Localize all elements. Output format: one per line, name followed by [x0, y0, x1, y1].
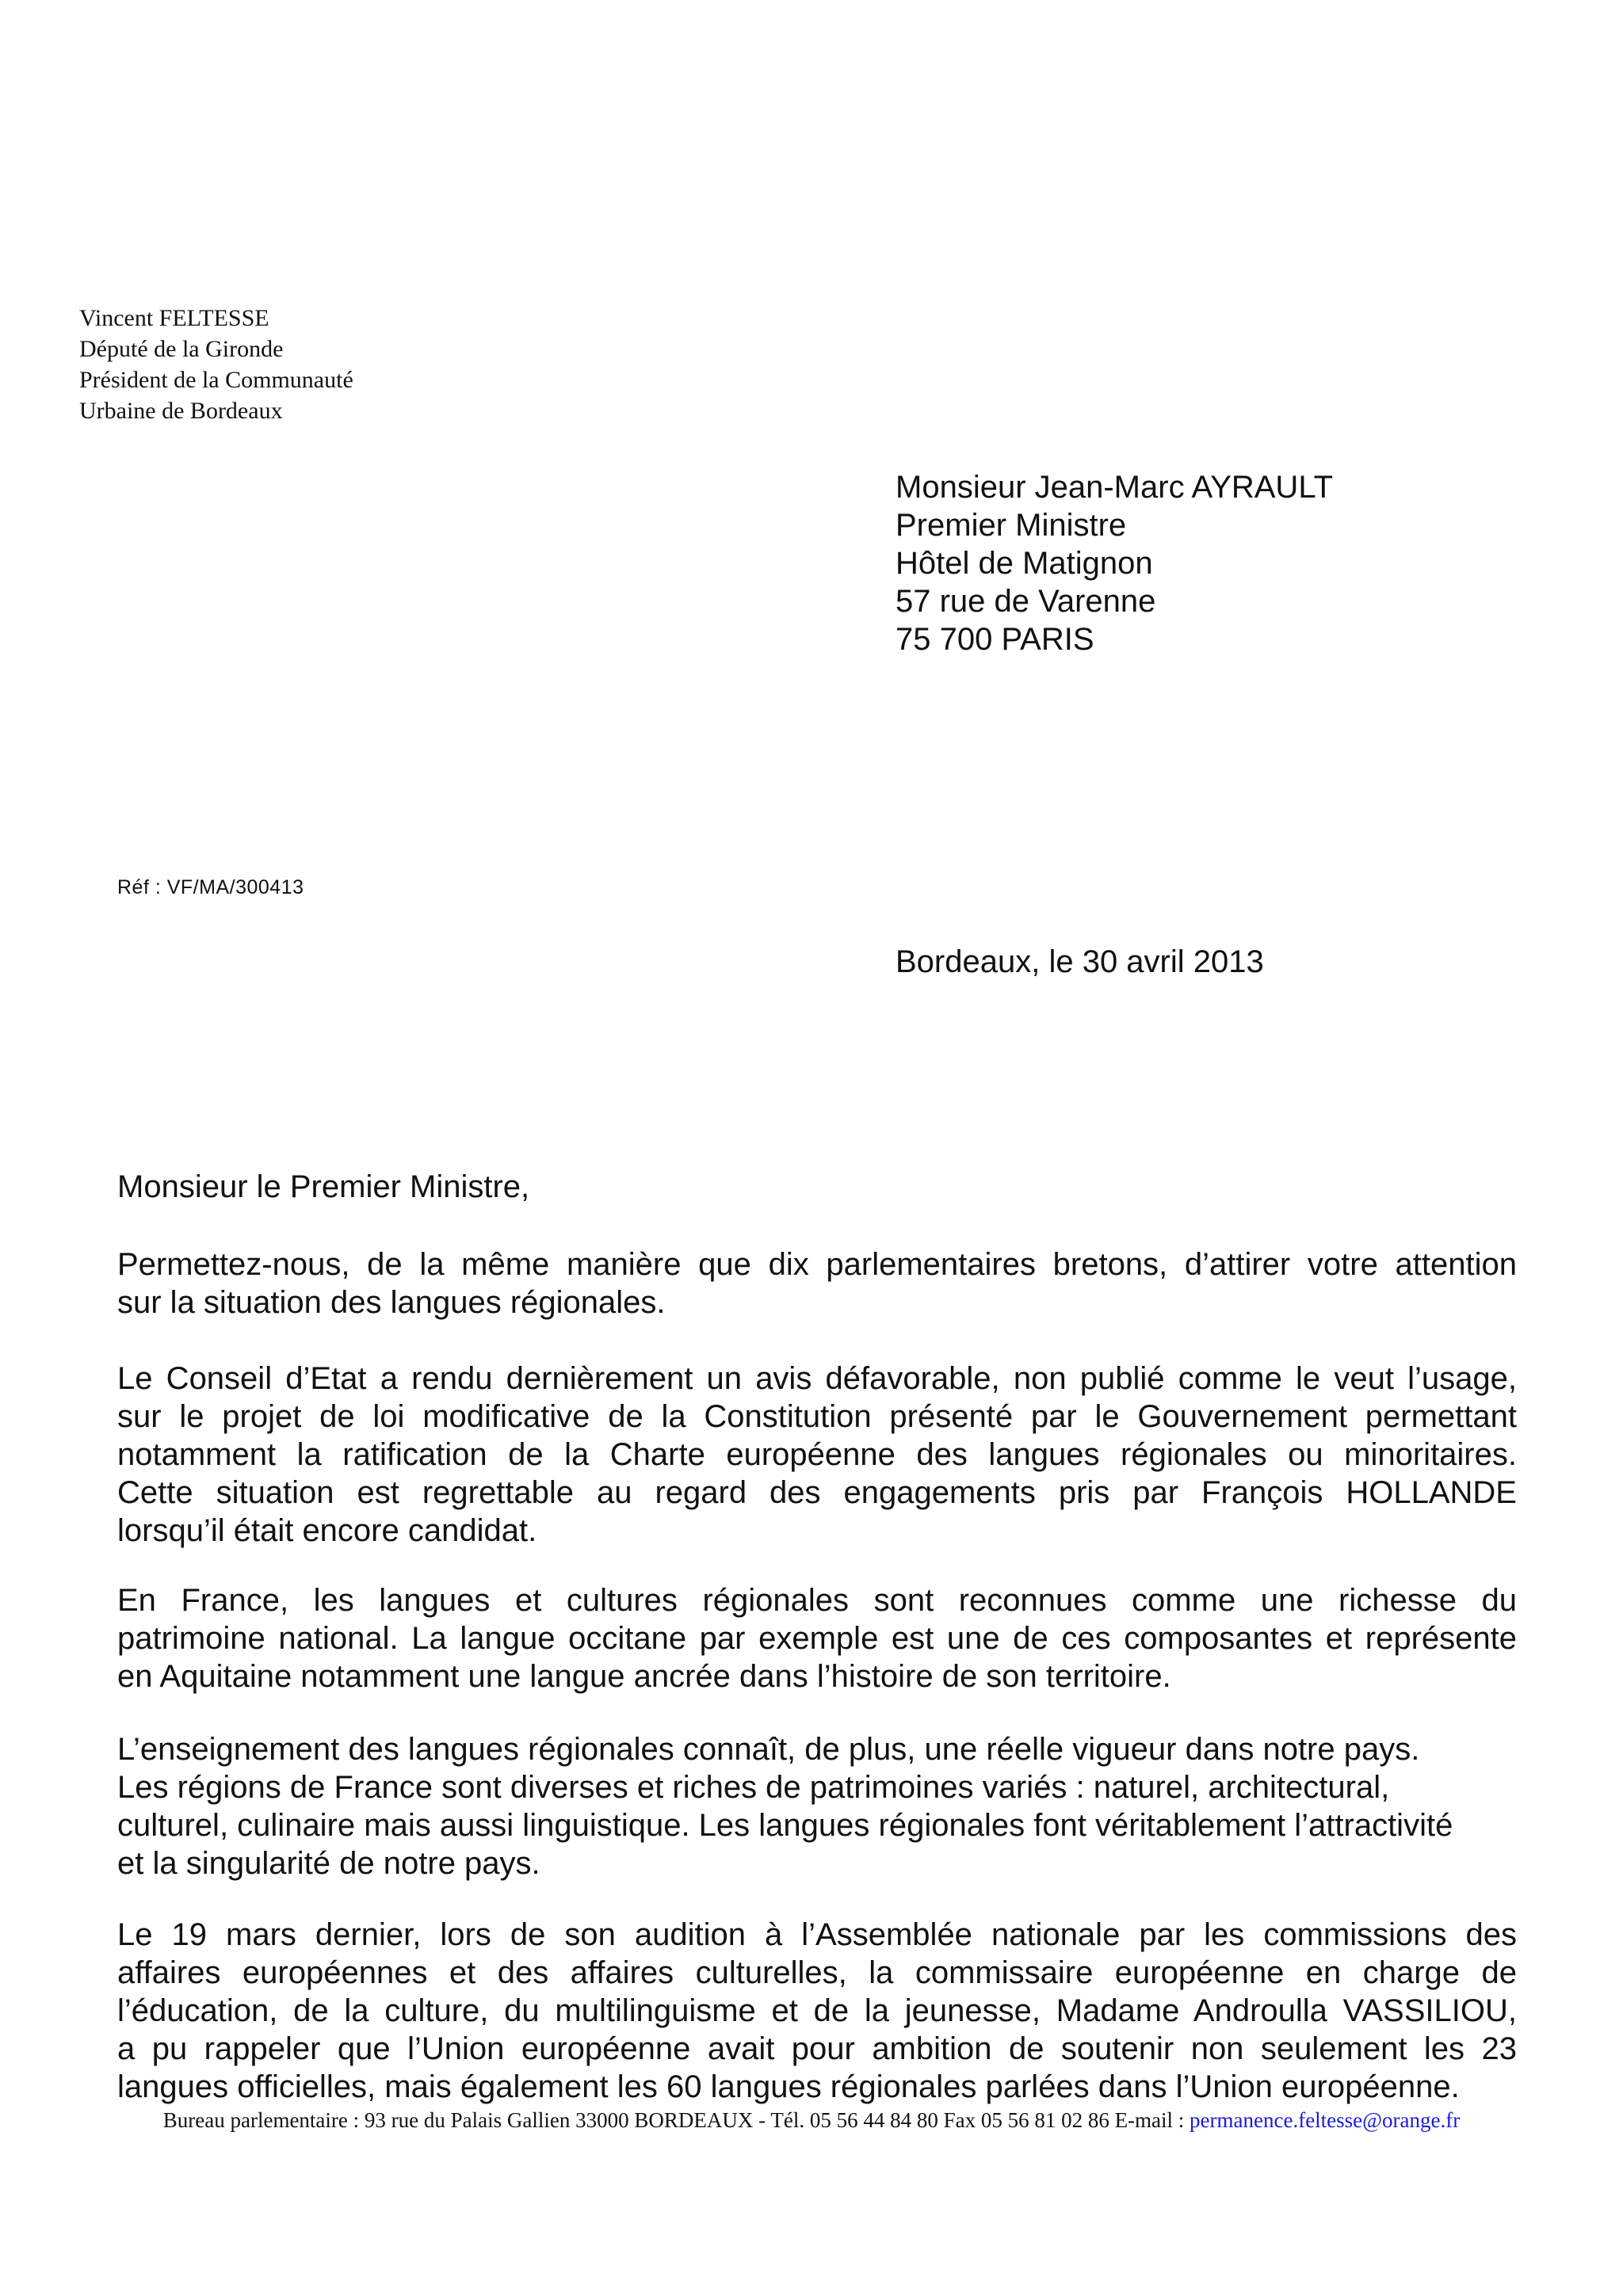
paragraph-line: En France, les langues et cultures régionales sont reconnues comme une richesse du: [117, 1583, 1517, 1618]
paragraph-line: Cette situation est regrettable au regard des engagements pris par François HOLLANDE: [117, 1475, 1517, 1510]
paragraph-line: et la singularité de notre pays.: [117, 1846, 540, 1881]
paragraph-line: langues officielles, mais également les 60 langues régionales parlées dans l’Union européenne.: [117, 2069, 1460, 2104]
paragraph-line: affaires européennes et des affaires culturelles, la commissaire européenne en charge de: [117, 1955, 1517, 1990]
letter-date: Bordeaux, le 30 avril 2013: [896, 944, 1264, 979]
recipient-address: [896, 468, 1333, 658]
recipient-title: Premier Ministre: [896, 508, 1127, 543]
paragraph-line: sur la situation des langues régionales.: [117, 1285, 666, 1320]
paragraph-line: L’enseignement des langues régionales connaît, de plus, une réelle vigueur dans notre pays.: [117, 1732, 1420, 1767]
reference-number: Réf : VF/MA/300413: [117, 876, 304, 898]
paragraph-line: Permettez-nous, de la même manière que dix parlementaires bretons, d’attirer votre attention: [117, 1247, 1517, 1282]
paragraph-line: lorsqu’il était encore candidat.: [117, 1513, 537, 1548]
footer-address: Bureau parlementaire : 93 rue du Palais Gallien 33000 BORDEAUX - Tél. 05 56 44 84 80 Fax 05 56 81 02 86 E-mail :: [162, 2108, 1190, 2132]
recipient-address-line: Hôtel de Matignon: [896, 546, 1153, 581]
paragraph-line: culturel, culinaire mais aussi linguistique. Les langues régionales font véritablement l’attractivité: [117, 1808, 1453, 1843]
recipient-address-line: 75 700 PARIS: [896, 622, 1094, 657]
footer-contact: [0, 2108, 1623, 2133]
sender-name: Vincent FELTESSE: [79, 305, 269, 331]
body-paragraph: [117, 1360, 1517, 1550]
paragraph-line: Les régions de France sont diverses et riches de patrimoines variés : naturel, architectural,: [117, 1770, 1390, 1805]
paragraph-line: patrimoine national. La langue occitane par exemple est une de ces composantes et représente: [117, 1621, 1517, 1656]
recipient-name: Monsieur Jean-Marc AYRAULT: [896, 470, 1334, 505]
sender-block: [79, 303, 353, 426]
sender-title: Président de la Communauté: [79, 367, 353, 393]
salutation: Monsieur le Premier Ministre,: [117, 1169, 530, 1204]
paragraph-line: Le Conseil d’Etat a rendu dernièrement un avis défavorable, non publié comme le veut l’usage,: [117, 1361, 1517, 1396]
body-paragraph: [117, 1916, 1517, 2106]
paragraph-line: l’éducation, de la culture, du multilinguisme et de la jeunesse, Madame Androulla VASSILIOU,: [117, 1993, 1517, 2028]
paragraph-line: notamment la ratification de la Charte européenne des langues régionales ou minoritaires.: [117, 1437, 1517, 1472]
paragraph-line: Le 19 mars dernier, lors de son audition à l’Assemblée nationale par les commissions des: [117, 1917, 1517, 1952]
footer-email-link[interactable]: permanence.feltesse@orange.fr: [1190, 2108, 1461, 2132]
recipient-address-line: 57 rue de Varenne: [896, 584, 1156, 619]
paragraph-line: sur le projet de loi modificative de la Constitution présenté par le Gouvernement permettant: [117, 1399, 1517, 1434]
paragraph-line: a pu rappeler que l’Union européenne avait pour ambition de soutenir non seulement les 23: [117, 2031, 1517, 2066]
sender-title: Député de la Gironde: [79, 336, 284, 362]
paragraph-line: en Aquitaine notamment une langue ancrée dans l’histoire de son territoire.: [117, 1659, 1171, 1694]
sender-title: Urbaine de Bordeaux: [79, 398, 283, 424]
body-paragraph: [117, 1581, 1517, 1695]
body-paragraph: [117, 1730, 1517, 1882]
body-paragraph: [117, 1245, 1517, 1322]
